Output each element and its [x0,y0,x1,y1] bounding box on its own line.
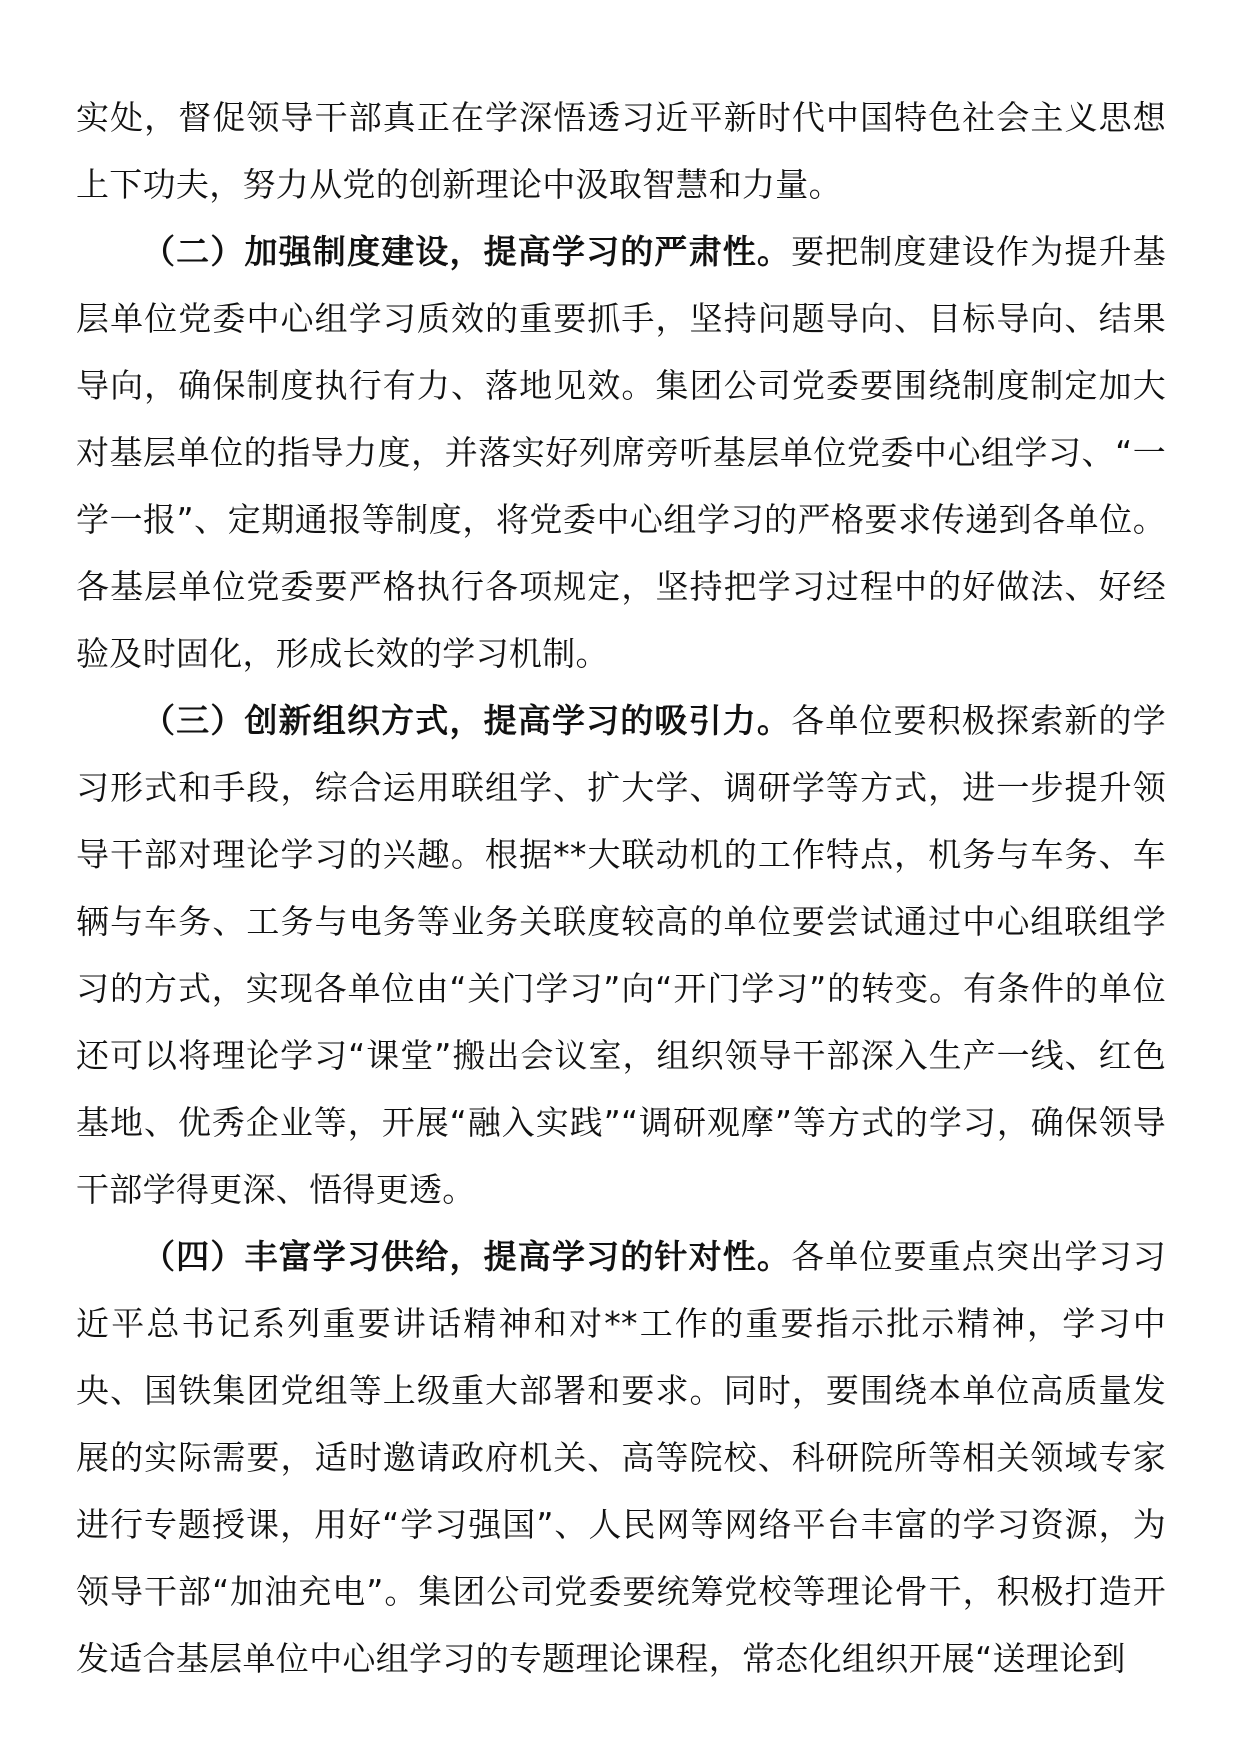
paragraph-section-3 [76,687,1166,1223]
paragraph-body: 实处，督促领导干部真正在学深悟透习近平新时代中国特色社会主义思想上下功夫，努力从党的创新理论中汲取智慧和力量。 [76,98,1166,204]
paragraph-body: 各单位要积极探索新的学习形式和手段，综合运用联组学、扩大学、调研学等方式，进一步提升领导干部对理论学习的兴趣。根据**大联动机的工作特点，机务与车务、车辆与车务、工务与电务等业务关联度较高的单位要尝试通过中心组联组学习的方式，实现各单位由“关门学习”向“开门学习”的转变。有条件的单位还可以将理论学习“课堂”搬出会议室，组织领导干部深入生产一线、红色基地、优秀企业等，开展“融入实践”“调研观摩”等方式的学习，确保领导干部学得更深、悟得更透。 [76,701,1166,1209]
paragraph-section-4 [76,1223,1166,1692]
section-heading: （二）加强制度建设，提高学习的严肃性。 [142,232,792,271]
paragraph-continuation [76,84,1166,218]
section-heading: （三）创新组织方式，提高学习的吸引力。 [142,701,792,740]
document-page [76,84,1166,1692]
paragraph-body: 各单位要重点突出学习习近平总书记系列重要讲话精神和对**工作的重要指示批示精神，学习中央、国铁集团党组等上级重大部署和要求。同时，要围绕本单位高质量发展的实际需要，适时邀请政府机关、高等院校、科研院所等相关领域专家进行专题授课，用好“学习强国”、人民网等网络平台丰富的学习资源，为领导干部“加油充电”。集团公司党委要统筹党校等理论骨干，积极打造开发适合基层单位中心组学习的专题理论课程，常态化组织开展“送理论到 [76,1237,1166,1678]
paragraph-section-2 [76,218,1166,687]
section-heading: （四）丰富学习供给，提高学习的针对性。 [142,1237,792,1276]
paragraph-body: 要把制度建设作为提升基层单位党委中心组学习质效的重要抓手，坚持问题导向、目标导向、结果导向，确保制度执行有力、落地见效。集团公司党委要围绕制度制定加大对基层单位的指导力度，并落实好列席旁听基层单位党委中心组学习、“一学一报”、定期通报等制度，将党委中心组学习的严格要求传递到各单位。各基层单位党委要严格执行各项规定，坚持把学习过程中的好做法、好经验及时固化，形成长效的学习机制。 [76,232,1166,673]
